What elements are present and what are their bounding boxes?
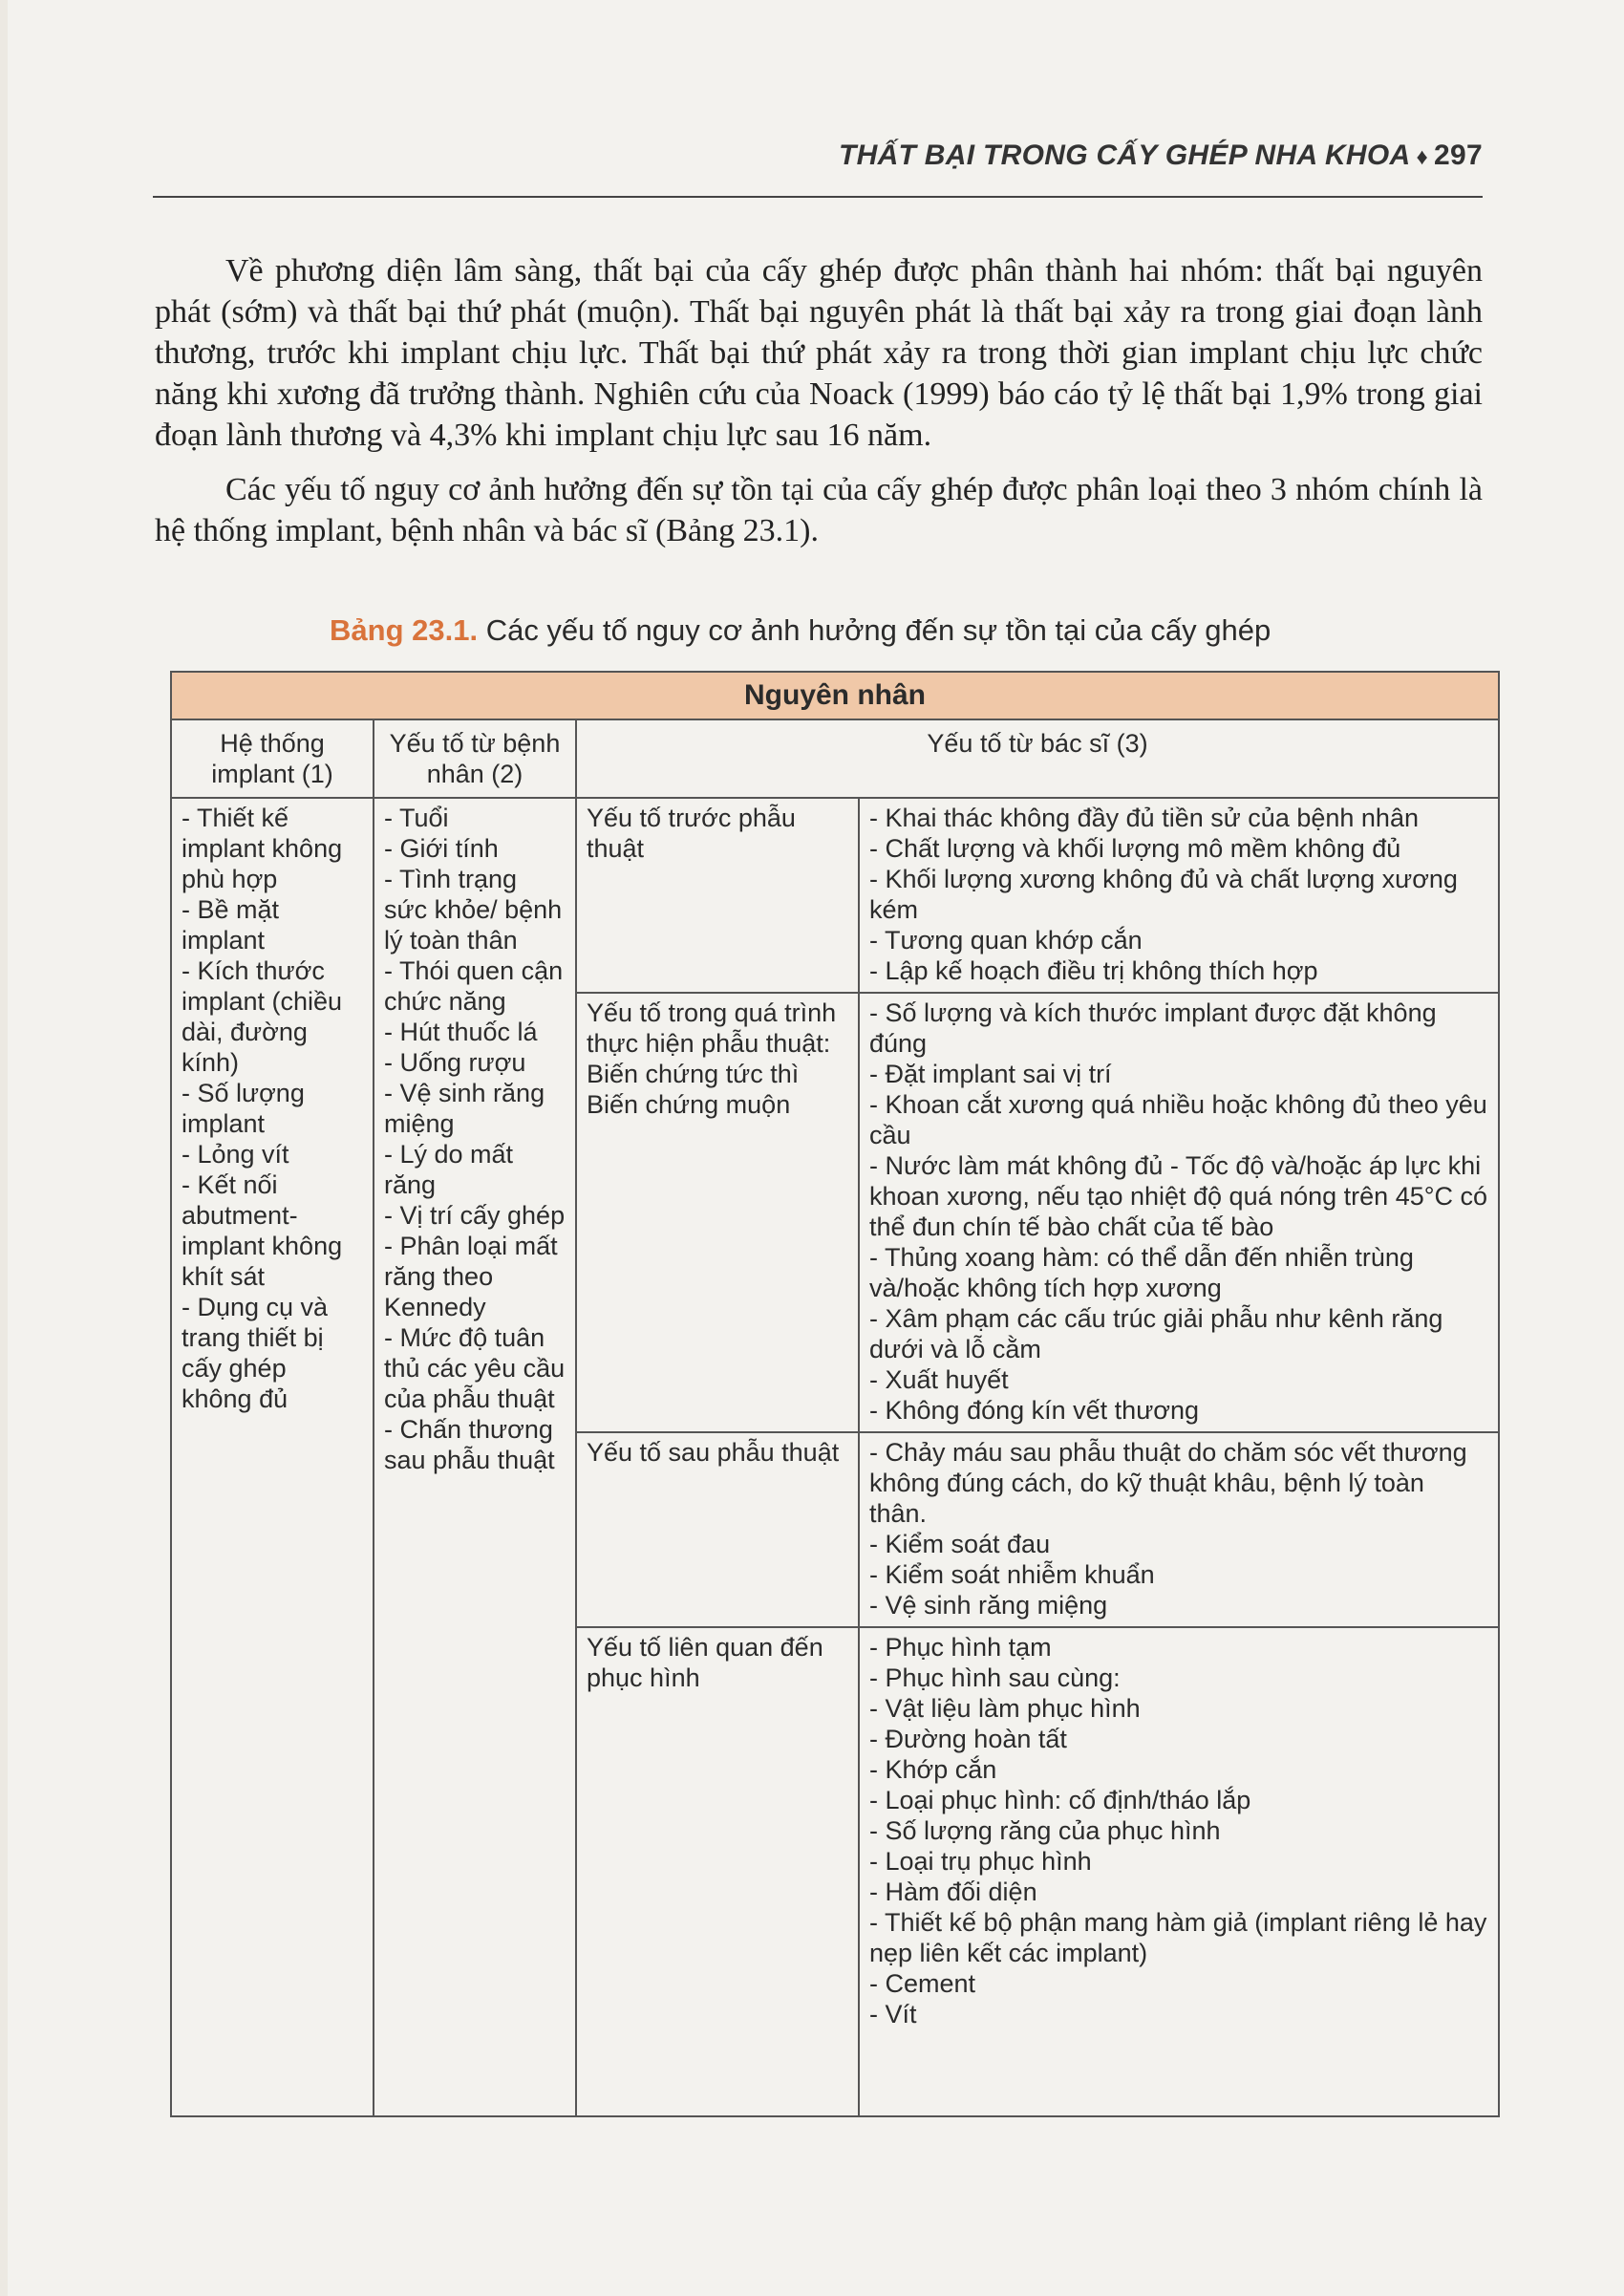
list-item: - Xuất huyết: [869, 1365, 1009, 1394]
list-item: - Phục hình sau cùng:: [869, 1663, 1121, 1692]
list-item: - Chấn thương sau phẫu thuật: [384, 1415, 555, 1474]
list-item: - Tương quan khớp cắn: [869, 926, 1143, 955]
list-item: - Cement: [869, 1969, 976, 1998]
list-item: - Kiểm soát đau: [869, 1530, 1051, 1558]
list-item: - Vật liệu làm phục hình: [869, 1694, 1141, 1723]
paragraph-2: Các yếu tố nguy cơ ảnh hưởng đến sự tồn tại của cấy ghép được phân loại theo 3 nhóm chính là hệ thống implant, bệnh nhân và bác sĩ (Bảng 23.1).: [155, 472, 1483, 548]
col-patient-header: Yếu tố từ bệnh nhân (2): [374, 719, 576, 798]
list-item: - Thói quen cận chức năng: [384, 956, 564, 1016]
implant-system-cell: [171, 798, 374, 2116]
list-item: - Kết nối abutment-implant không khít sát: [182, 1170, 343, 1291]
list-item: - Dụng cụ và trang thiết bị cấy ghép không đủ: [182, 1293, 329, 1413]
list-item: - Vít: [869, 2000, 917, 2028]
stage-postoperative: [576, 1432, 859, 1627]
stage-label: Yếu tố trước phẫu thuật: [587, 804, 796, 863]
list-item: - Số lượng và kích thước implant được đặt không đúng: [869, 998, 1437, 1058]
list-item: - Xâm phạm các cấu trúc giải phẫu như kênh răng dưới và lỗ cằm: [869, 1304, 1443, 1363]
list-item: - Vệ sinh răng miệng: [869, 1591, 1108, 1620]
list-item: - Thủng xoang hàm: có thể dẫn đến nhiễn trùng và/hoặc không tích hợp xương: [869, 1243, 1414, 1302]
list-item: - Vị trí cấy ghép: [384, 1201, 566, 1230]
list-item: - Bề mặt implant: [182, 895, 280, 955]
col-implant-system-header: Hệ thống implant (1): [171, 719, 374, 798]
list-item: - Nước làm mát không đủ - Tốc độ và/hoặc áp lực khi khoan xương, nếu tạo nhiệt độ quá nóng trên 45°C có thể đun chín tế bào chất của tế bào: [869, 1151, 1488, 1241]
paragraph-1: Về phương diện lâm sàng, thất bại của cấy ghép được phân thành hai nhóm: thất bại nguyên phát (sớm) và thất bại thứ phát (muộn). Thất bại nguyên phát là thất bại xảy ra trong giai đoạn lành thương, trước khi implant chịu lực. Thất bại thứ phát xảy ra trong thời gian implant chịu lực chức năng khi xương đã trưởng thành. Nghiên cứu của Noack (1999) báo cáo tỷ lệ thất bại 1,9% trong giai đoạn lành thương và 4,3% khi implant chịu lực sau 16 năm.: [155, 253, 1483, 453]
stage-items-list: [869, 1437, 1488, 1620]
page-number: 297: [1434, 139, 1483, 171]
list-item: - Tình trạng sức khỏe/ bệnh lý toàn thân: [384, 865, 563, 955]
stage-prosthetic: [576, 1627, 859, 2116]
stage-preoperative-items: [859, 798, 1499, 993]
stage-label: Yếu tố liên quan đến phục hình: [587, 1633, 823, 1692]
list-item: - Khớp cắn: [869, 1755, 997, 1784]
stage-sublabel-late: Biến chứng muộn: [587, 1090, 791, 1119]
stage-preoperative: [576, 798, 859, 993]
list-item: - Lỏng vít: [182, 1140, 289, 1169]
list-item: - Đặt implant sai vị trí: [869, 1060, 1112, 1088]
col-doctor-header: Yếu tố từ bác sĩ (3): [576, 719, 1499, 798]
stage-prosthetic-items: [859, 1627, 1499, 2116]
diamond-icon: ♦: [1416, 144, 1429, 170]
chapter-title: THẤT BẠI TRONG CẤY GHÉP NHA KHOA: [838, 139, 1411, 171]
risk-factor-table: [170, 671, 1500, 2117]
implant-system-list: [182, 803, 363, 1414]
list-item: - Thiết kế bộ phận mang hàm giả (implant riêng lẻ hay nẹp liên kết các implant): [869, 1908, 1487, 1967]
table-caption-text: Các yếu tố nguy cơ ảnh hưởng đến sự tồn tại của cấy ghép: [485, 613, 1271, 647]
list-item: - Đường hoàn tất: [869, 1725, 1067, 1753]
list-item: - Lý do mất răng: [384, 1140, 514, 1199]
list-item: - Loại phục hình: cố định/tháo lắp: [869, 1786, 1251, 1814]
stage-items-list: [869, 998, 1488, 1426]
list-item: - Tuổi: [384, 804, 449, 832]
table-caption: [330, 613, 1476, 648]
list-item: - Kích thước implant (chiều dài, đường kính): [182, 956, 343, 1077]
stage-items-list: [869, 803, 1488, 986]
list-item: - Hút thuốc lá: [384, 1018, 538, 1046]
header-divider: [153, 196, 1483, 198]
list-item: - Khoan cắt xương quá nhiều hoặc không đủ theo yêu cầu: [869, 1090, 1487, 1149]
list-item: - Mức độ tuân thủ các yêu cầu của phẫu thuật: [384, 1323, 566, 1413]
running-header: [162, 139, 1483, 172]
stage-postoperative-items: [859, 1432, 1499, 1627]
list-item: - Không đóng kín vết thương: [869, 1396, 1200, 1425]
list-item: - Phục hình tạm: [869, 1633, 1052, 1662]
patient-factors-cell: [374, 798, 576, 2116]
stage-sublabel-immediate: Biến chứng tức thì: [587, 1060, 800, 1088]
list-item: - Chất lượng và khối lượng mô mềm không đủ: [869, 834, 1401, 863]
list-item: - Hàm đối diện: [869, 1878, 1037, 1906]
list-item: - Vệ sinh răng miệng: [384, 1079, 545, 1138]
list-item: - Giới tính: [384, 834, 499, 863]
list-item: - Loại trụ phục hình: [869, 1847, 1092, 1876]
list-item: - Thiết kế implant không phù hợp: [182, 804, 343, 893]
list-item: - Khối lượng xương không đủ và chất lượng xương kém: [869, 865, 1458, 924]
list-item: - Kiểm soát nhiễm khuẩn: [869, 1560, 1155, 1589]
stage-intraoperative-items: [859, 993, 1499, 1432]
stage-items-list: [869, 1632, 1488, 2029]
list-item: - Phân loại mất răng theo Kennedy: [384, 1232, 558, 1321]
stage-intraoperative: [576, 993, 859, 1432]
list-item: - Chảy máu sau phẫu thuật do chăm sóc vết thương không đúng cách, do kỹ thuật khâu, bệnh lý toàn thân.: [869, 1438, 1467, 1528]
patient-factors-list: [384, 803, 566, 1475]
list-item: - Uống rượu: [384, 1048, 526, 1077]
list-item: - Lập kế hoạch điều trị không thích hợp: [869, 956, 1318, 985]
stage-label: Yếu tố trong quá trình thực hiện phẫu thuật:: [587, 998, 837, 1058]
table-caption-label: Bảng 23.1.: [330, 613, 479, 647]
list-item: - Số lượng implant: [182, 1079, 305, 1138]
list-item: - Khai thác không đầy đủ tiền sử của bệnh nhân: [869, 804, 1419, 832]
list-item: - Số lượng răng của phục hình: [869, 1816, 1221, 1845]
body-text: [155, 250, 1483, 565]
cause-header: Nguyên nhân: [171, 672, 1499, 719]
stage-label: Yếu tố sau phẫu thuật: [587, 1438, 840, 1467]
